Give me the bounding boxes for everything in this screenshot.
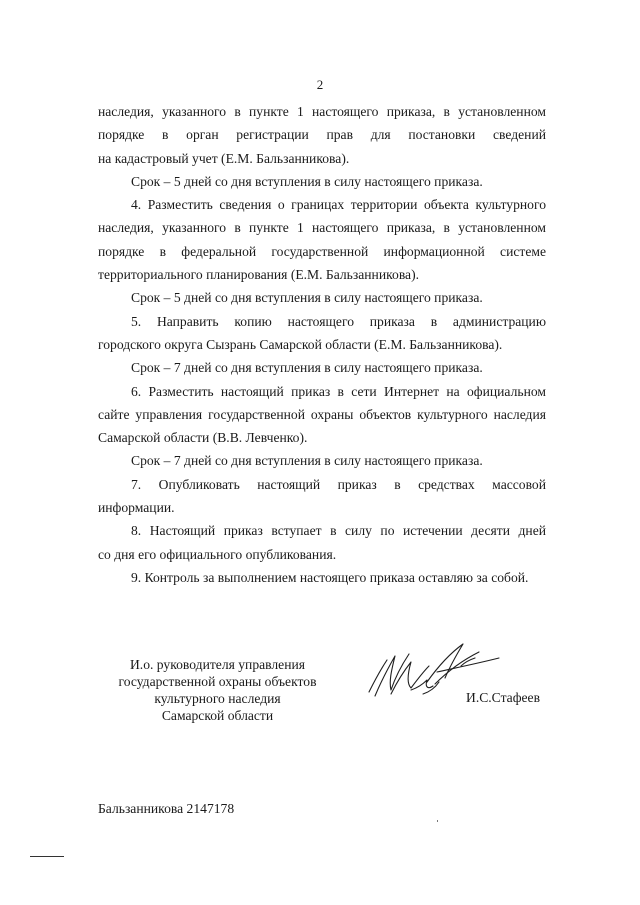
deadline-item-3: Срок – 5 дней со дня вступления в силу настоящего приказа.	[131, 173, 483, 189]
item-7-line-1: 7. Опубликовать настоящий приказ в средствах массовой	[131, 476, 546, 492]
item-8-line-1: 8. Настоящий приказ вступает в силу по истечении десяти дней	[131, 523, 546, 539]
deadline-item-4: Срок – 5 дней со дня вступления в силу настоящего приказа.	[131, 290, 483, 306]
item-7-line-2: информации.	[98, 500, 175, 516]
signatory-position-line: И.о. руководителя управления	[129, 657, 306, 672]
signatory-position-line: Самарской области	[161, 708, 274, 723]
item-8-line-2: со дня его официального опубликования.	[98, 546, 337, 562]
signatory-name: И.С.Стафеев	[466, 690, 541, 705]
item-5-line-1: 5. Направить копию настоящего приказа в администрацию	[131, 313, 546, 329]
document-body	[98, 100, 546, 589]
deadline-item-6: Срок – 7 дней со дня вступления в силу настоящего приказа.	[131, 453, 483, 469]
paragraph-3-continuation-line-2: порядке в орган регистрации прав для постановки сведений	[98, 127, 546, 143]
item-6-line-2: сайте управления государственной охраны объектов культурного наследия	[98, 406, 546, 422]
item-9: 9. Контроль за выполнением настоящего приказа оставляю за собой.	[131, 569, 529, 585]
item-6-line-3: Самарской области (В.В. Левченко).	[98, 430, 308, 446]
item-4-line-1: 4. Разместить сведения о границах территории объекта культурного	[131, 197, 546, 213]
item-6-line-1: 6. Разместить настоящий приказ в сети Интернет на официальном	[131, 383, 546, 399]
deadline-item-5: Срок – 7 дней со дня вступления в силу настоящего приказа.	[131, 360, 483, 376]
margin-line	[30, 856, 64, 857]
item-5-line-2: городского округа Сызрань Самарской области (Е.М. Бальзанникова).	[98, 336, 503, 352]
signatory-position-line: культурного наследия	[154, 691, 281, 706]
item-4-line-3: порядке в федеральной государственной информационной системе	[98, 243, 546, 259]
item-4-line-4: территориального планирования (Е.М. Бальзанникова).	[98, 267, 420, 283]
signatory-position	[100, 656, 335, 724]
item-4-line-2: наследия, указанного в пункте 1 настоящего приказа, в установленном	[98, 220, 546, 236]
paragraph-3-continuation-line-3: на кадастровый учет (Е.М. Бальзанникова).	[98, 150, 350, 166]
executor-contact: Бальзанникова 2147178	[98, 801, 235, 816]
signatory-position-line: государственной охраны объектов	[118, 674, 317, 689]
page-number: 2	[316, 77, 324, 92]
paragraph-3-continuation-line-1: наследия, указанного в пункте 1 настоящего приказа, в установленном	[98, 104, 546, 119]
scan-speck	[437, 820, 438, 822]
